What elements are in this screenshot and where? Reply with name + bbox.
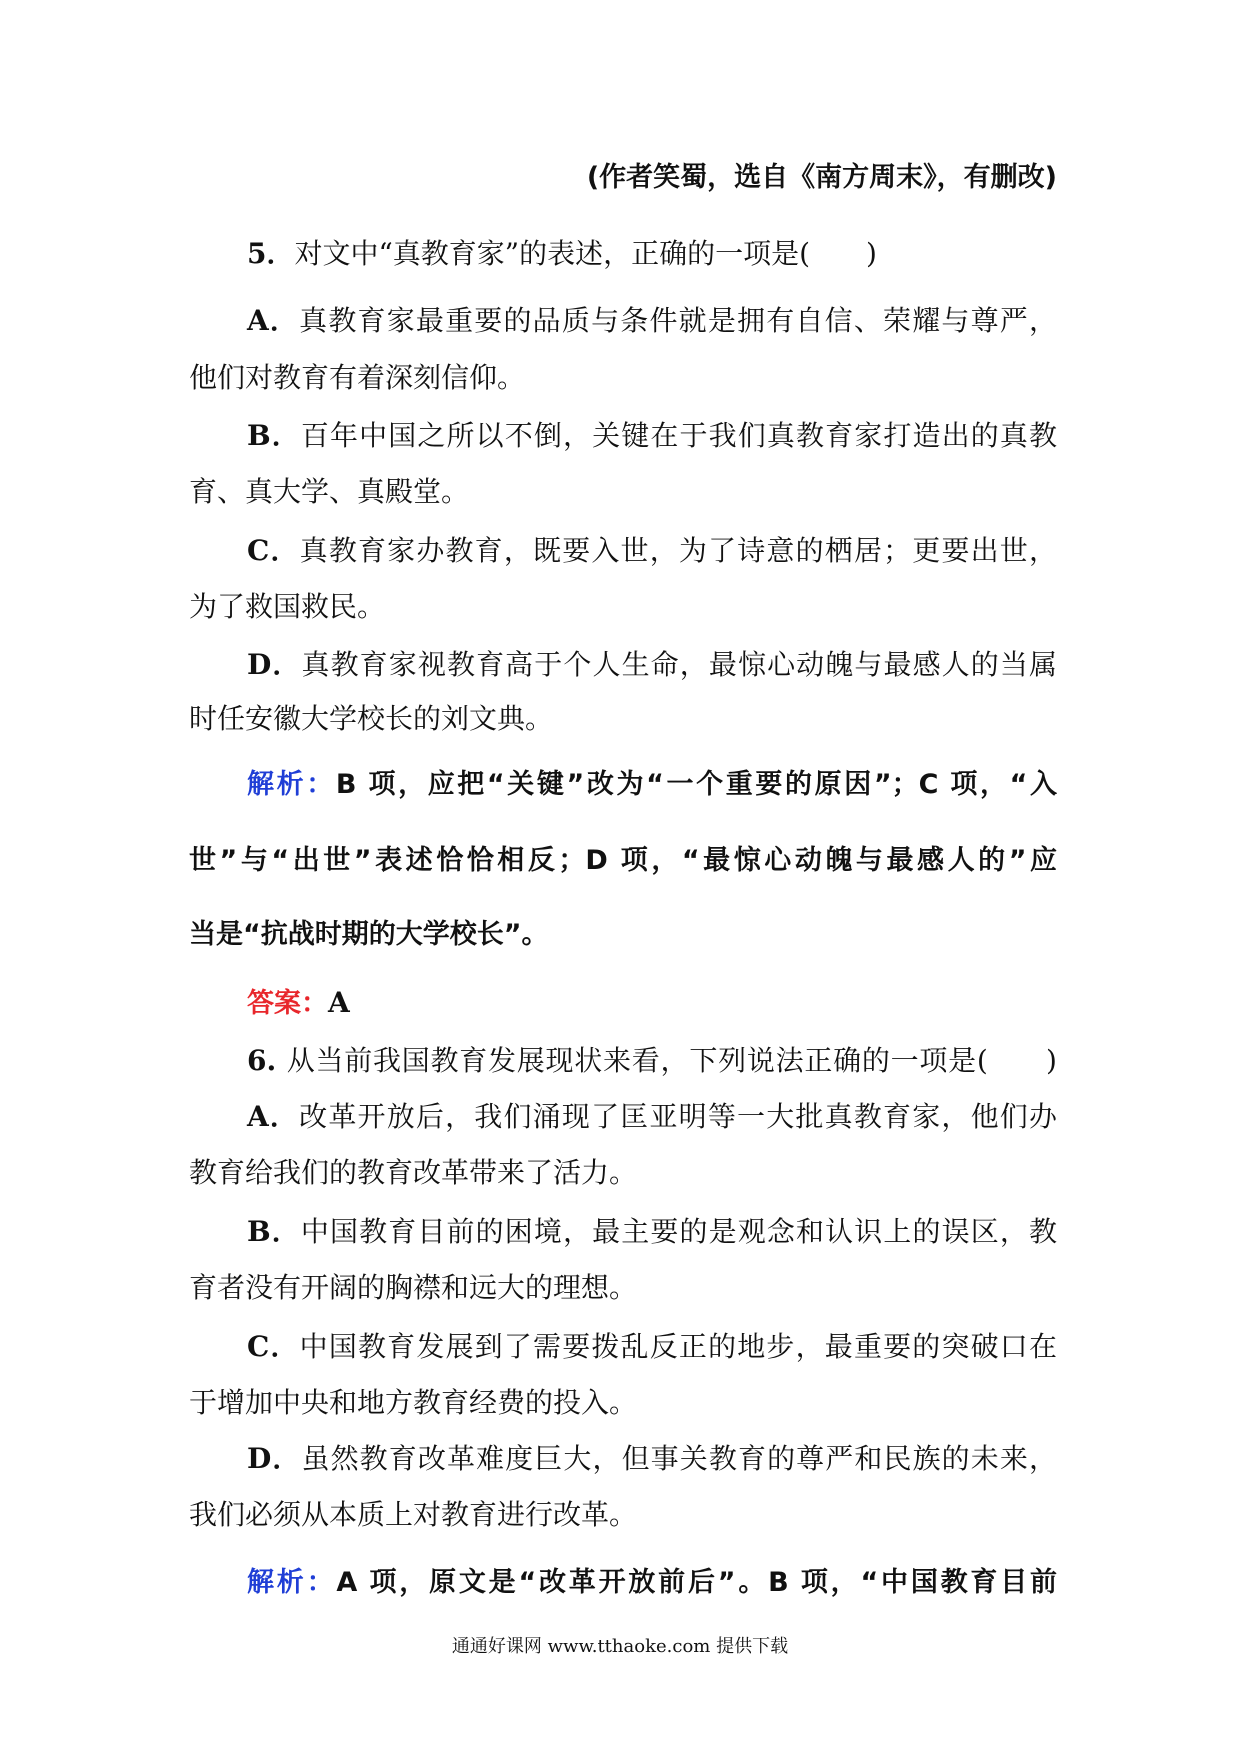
q6-option-b-line-1 bbox=[247, 1212, 1057, 1252]
q6-option-b-text-1: 中国教育目前的困境，最主要的是观念和认识上的误区，教 bbox=[300, 1215, 1057, 1248]
q6-option-a-label: A． bbox=[247, 1100, 300, 1133]
q6-option-b-label: B． bbox=[247, 1215, 301, 1248]
q6-analysis-line-1 bbox=[247, 1563, 1057, 1603]
q6-option-c-line-1 bbox=[247, 1327, 1057, 1367]
q6-stem-text: 从当前我国教育发展现状来看，下列说法正确的一项是( ) bbox=[286, 1044, 1057, 1077]
q5-option-d-line-1 bbox=[247, 645, 1057, 685]
q5-analysis-line-3: 当是“抗战时期的大学校长”。 bbox=[189, 919, 549, 950]
source-note: (作者笑蜀，选自《南方周末》，有删改) bbox=[586, 162, 1057, 193]
q5-stem-text: 对文中“真教育家”的表述，正确的一项是( ) bbox=[294, 237, 877, 270]
q5-analysis-text-1: B 项，应把“关键”改为“一个重要的原因”；C 项，“入 bbox=[335, 769, 1058, 800]
q6-analysis-label: 解析： bbox=[247, 1567, 337, 1598]
q5-option-d-label: D． bbox=[247, 648, 302, 681]
q5-option-a-label: A． bbox=[247, 304, 300, 337]
q5-option-a-text-1: 真教育家最重要的品质与条件就是拥有自信、荣耀与尊严， bbox=[299, 304, 1057, 337]
q5-number: 5． bbox=[247, 237, 295, 270]
q6-option-a-line-2: 教育给我们的教育改革带来了活力。 bbox=[189, 1156, 638, 1189]
q6-option-c-line-2: 于增加中央和地方教育经费的投入。 bbox=[189, 1386, 638, 1419]
q6-analysis-text-1: A 项，原文是“改革开放前后”。B 项，“中国教育目前 bbox=[336, 1567, 1057, 1598]
q6-option-d-text-1: 虽然教育改革难度巨大，但事关教育的尊严和民族的未来， bbox=[301, 1442, 1057, 1475]
q5-option-c-line-1 bbox=[247, 531, 1057, 571]
q5-option-c-line-2: 为了救国救民。 bbox=[189, 590, 386, 623]
q6-option-d-line-2: 我们必须从本质上对教育进行改革。 bbox=[189, 1498, 638, 1531]
q6-stem bbox=[247, 1041, 1057, 1081]
q6-option-b-line-2: 育者没有开阔的胸襟和远大的理想。 bbox=[189, 1271, 638, 1304]
q6-option-c-label: C． bbox=[247, 1330, 300, 1363]
q5-option-b-line-1 bbox=[247, 416, 1057, 456]
q6-option-a-text-1: 改革开放后，我们涌现了匡亚明等一大批真教育家，他们办 bbox=[299, 1100, 1057, 1133]
page-footer: 通通好课网 www.tthaoke.com 提供下载 bbox=[451, 1636, 789, 1657]
q5-option-c-label: C． bbox=[247, 534, 300, 567]
q6-option-d-label: D． bbox=[247, 1442, 302, 1475]
q5-answer bbox=[247, 983, 1057, 1023]
q5-answer-label: 答案： bbox=[247, 988, 328, 1019]
q5-option-b-line-2: 育、真大学、真殿堂。 bbox=[189, 475, 470, 508]
q5-option-b-label: B． bbox=[247, 419, 301, 452]
q6-option-a-line-1 bbox=[247, 1097, 1057, 1137]
q5-option-c-text-1: 真教育家办教育，既要入世，为了诗意的栖居；更要出世， bbox=[299, 534, 1057, 567]
q5-analysis-line-2: 世”与“出世”表述恰恰相反；D 项，“最惊心动魄与最感人的”应 bbox=[189, 845, 1057, 876]
q5-analysis-line-1 bbox=[247, 765, 1057, 805]
q5-option-b-text-1: 百年中国之所以不倒，关键在于我们真教育家打造出的真教 bbox=[300, 419, 1057, 452]
q5-analysis-label: 解析： bbox=[247, 769, 336, 800]
q5-stem bbox=[247, 234, 1057, 274]
q5-option-d-line-2: 时任安徽大学校长的刘文典。 bbox=[189, 702, 554, 735]
q5-option-a-line-1 bbox=[247, 301, 1057, 341]
q6-number: 6. bbox=[247, 1044, 287, 1077]
q5-answer-value: A bbox=[328, 986, 350, 1019]
q6-option-c-text-1: 中国教育发展到了需要拨乱反正的地步，最重要的突破口在 bbox=[299, 1330, 1057, 1363]
q6-option-d-line-1 bbox=[247, 1439, 1057, 1479]
q5-option-a-line-2: 他们对教育有着深刻信仰。 bbox=[189, 361, 526, 394]
q5-option-d-text-1: 真教育家视教育高于个人生命，最惊心动魄与最感人的当属 bbox=[301, 648, 1057, 681]
